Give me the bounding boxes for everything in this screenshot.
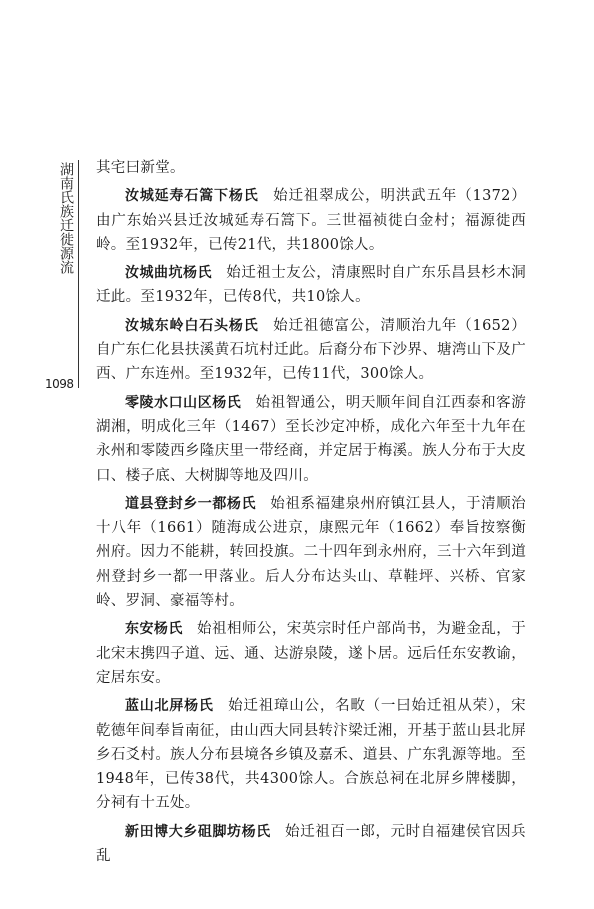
paragraph-text: 始祖智通公，明天顺年间自江西泰和客游湖湘，明成化三年（1467）至长沙定冲桥，成化六年至十九年在永州和零陵西乡隆庆里一带经商，并定居于梅溪。族人分布于大皮口、楼子底、大树脚等地及四川。 (96, 394, 526, 484)
paragraph-0 (96, 156, 526, 180)
side-title: 湖南氏族迁徙源流 (58, 162, 74, 274)
paragraph-4 (96, 391, 526, 488)
paragraph-text: 始迁祖百一郎，元时自福建侯官因兵乱 (96, 823, 526, 865)
clan-heading: 东安杨氏 (125, 621, 183, 638)
paragraph-text: 始迁祖翠成公，明洪武五年（1372）由广东始兴县迁汝城延寿石篙下。三世福祯徙白金村；福源徙西岭。至1932年，已传21代，共1800馀人。 (96, 188, 526, 253)
body-text (96, 156, 526, 868)
page-number: 1098 (45, 377, 74, 391)
paragraph-2 (96, 261, 526, 310)
paragraph-text: 始迁祖德富公，清顺治九年（1652）自广东仁化县扶溪黄石坑村迁此。后裔分布下沙界、塘湾山下及广西、广东连州。至1932年，已传11代，300馀人。 (96, 317, 526, 383)
paragraph-8 (96, 820, 526, 869)
clan-heading: 零陵水口山区杨氏 (125, 394, 242, 411)
clan-heading: 新田博大乡砠脚坊杨氏 (125, 823, 271, 840)
clan-heading: 汝城曲坑杨氏 (125, 265, 212, 282)
paragraph-text: 始祖相师公，宋英宗时任户部尚书，为避金乱，于北宋末携四子道、远、通、达游泉陵，遂卜居。远后任东安教谕，定居东安。 (96, 621, 527, 686)
paragraph-7 (96, 694, 526, 815)
paragraph-6 (96, 617, 526, 690)
paragraph-text: 始祖系福建泉州府镇江县人，于清顺治十八年（1661）随海成公进京，康熙元年（1662）奉旨按察衡州府。因力不能耕，转回投旗。二十四年到永州府，三十六年到道州登封乡一都一甲落业。后人分布达头山、草鞋坪、兴桥、官家岭、罗洞、豪福等村。 (96, 495, 526, 610)
clan-heading: 道县登封乡一都杨氏 (125, 495, 257, 512)
paragraph-1 (96, 184, 526, 257)
paragraph-3 (96, 314, 526, 387)
paragraph-text: 始迁祖璋山公，名畋（一曰始迁祖从荣），宋乾德年间奉旨南征，由山西大同县转汴梁迁湘，开基于蓝山县北屏乡石爻村。族人分布县境各乡镇及嘉禾、道县、广东乳源等地。至1948年，已传38代，共4300馀人。合族总祠在北屏乡牌楼脚，分祠有十五处。 (96, 698, 526, 812)
paragraph-text: 始迁祖士友公，清康熙时自广东乐昌县杉木洞迁此。至1932年，已传8代，共10馀人。 (96, 265, 526, 306)
clan-heading: 汝城延寿石篙下杨氏 (125, 188, 259, 205)
paragraph-text: 其宅曰新堂。 (96, 160, 185, 176)
clan-heading: 蓝山北屏杨氏 (125, 698, 214, 715)
paragraph-5 (96, 492, 526, 613)
side-divider (78, 160, 79, 388)
clan-heading: 汝城东岭白石头杨氏 (125, 317, 259, 334)
